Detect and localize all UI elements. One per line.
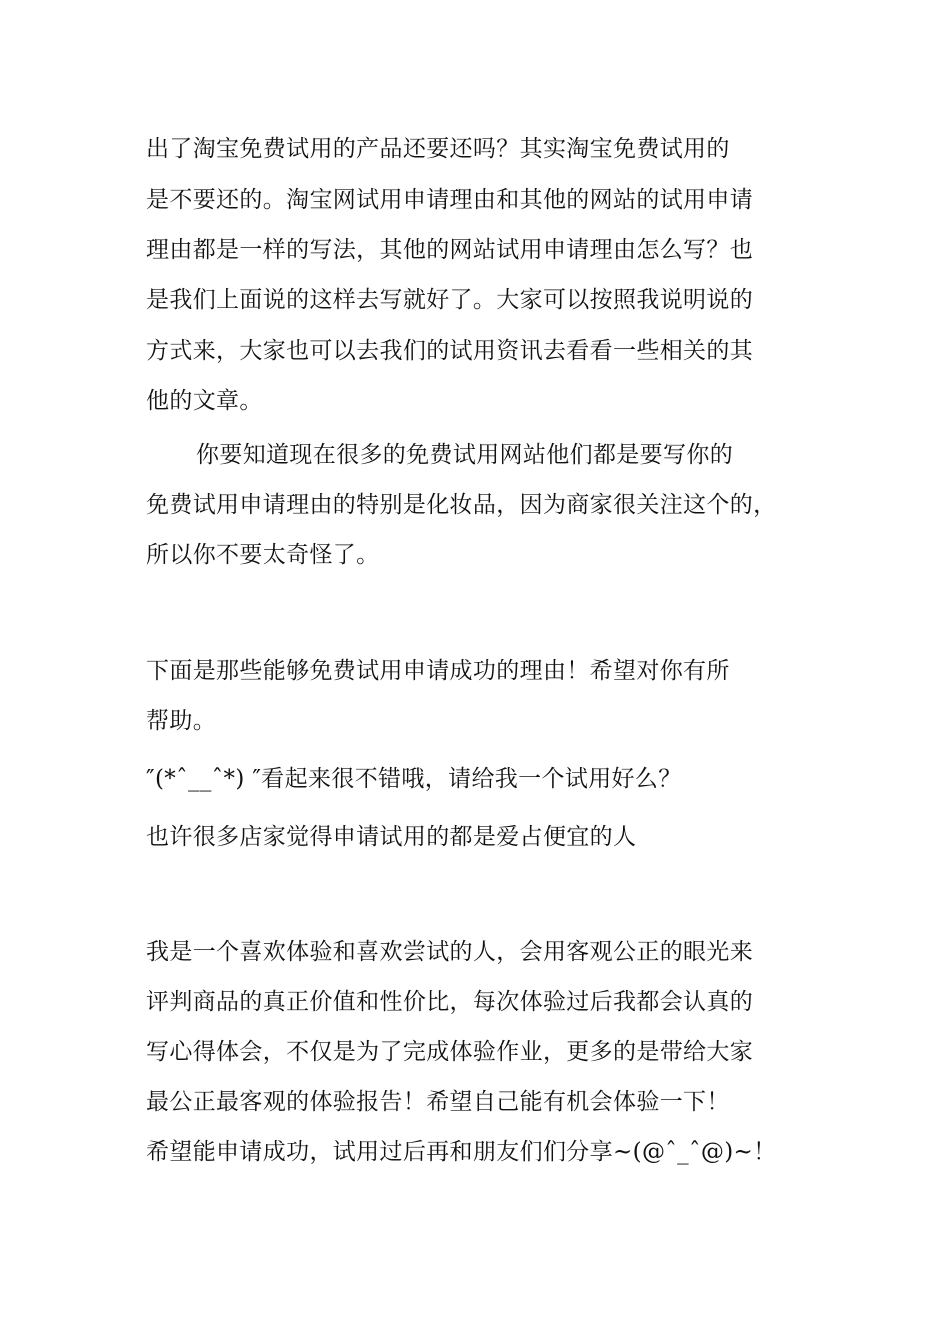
text-line: 评判商品的真正价值和性价比，每次体验过后我都会认真的 — [146, 989, 754, 1015]
text-line: 你要知道现在很多的免费试用网站他们都是要写你的 — [196, 442, 734, 468]
text-line: 是我们上面说的这样去写就好了。大家可以按照我说明说的 — [146, 287, 754, 313]
text-line: 最公正最客观的体验报告！希望自己能有机会体验一下！ — [146, 1089, 730, 1115]
text-line: 免费试用申请理由的特别是化妆品，因为商家很关注这个的， — [146, 492, 777, 518]
text-line: 也许很多店家觉得申请试用的都是爱占便宜的人 — [146, 824, 637, 850]
text-line: 出了淘宝免费试用的产品还要还吗？其实淘宝免费试用的 — [146, 136, 730, 162]
text-line: 希望能申请成功，试用过后再和朋友们们分享~(@ˆ_ˆ@)~！ — [146, 1139, 777, 1165]
text-line: 是不要还的。淘宝网试用申请理由和其他的网站的试用申请 — [146, 187, 754, 213]
text-line: 我是一个喜欢体验和喜欢尝试的人，会用客观公正的眼光来 — [146, 939, 754, 965]
text-line: 他的文章。 — [146, 388, 263, 414]
text-line: 写心得体会，不仅是为了完成体验作业，更多的是带给大家 — [146, 1039, 754, 1065]
text-line: 所以你不要太奇怪了。 — [146, 542, 380, 568]
text-line: 方式来，大家也可以去我们的试用资讯去看看一些相关的其 — [146, 338, 754, 364]
text-line: 帮助。 — [146, 708, 217, 734]
text-line: ″(*ˆ__ˆ*) ″看起来很不错哦，请给我一个试用好么？ — [146, 766, 682, 792]
text-line: 下面是那些能够免费试用申请成功的理由！希望对你有所 — [146, 658, 730, 684]
text-line: 理由都是一样的写法，其他的网站试用申请理由怎么写？也 — [146, 237, 754, 263]
